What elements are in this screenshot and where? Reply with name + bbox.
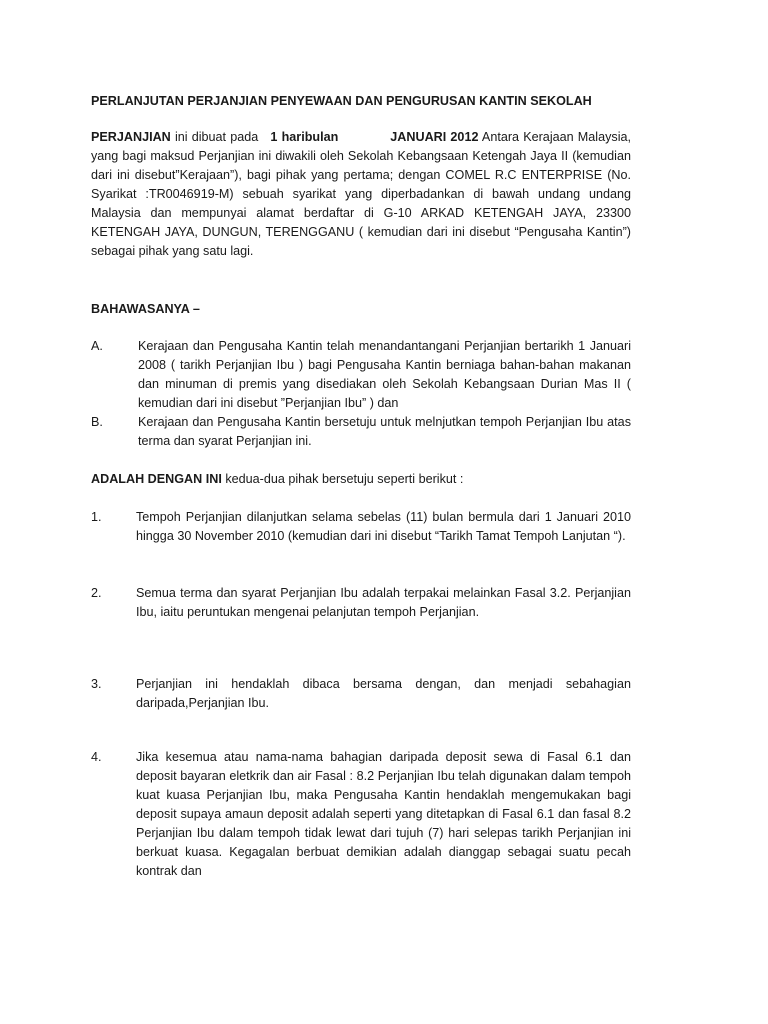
whereas-list xyxy=(91,337,631,451)
intro-text-1: ini dibuat pada xyxy=(170,130,263,144)
clause-text: Tempoh Perjanjian dilanjutkan selama sebelas (11) bulan bermula dari 1 Januari 2010 hingga 30 November 2010 (kemudian dari ini disebut “Tarikh Tamat Tempoh Lanjutan “). xyxy=(136,510,631,543)
agreement-lead: ADALAH DENGAN INI xyxy=(91,472,222,486)
clause-item xyxy=(91,675,631,713)
intro-date-day: 1 haribulan xyxy=(270,130,339,144)
clause-text: Perjanjian ini hendaklah dibaca bersama dengan, dan menjadi sebahagian daripada,Perjanjian Ibu. xyxy=(136,677,631,710)
intro-text-rest: Antara Kerajaan Malaysia, yang bagi maksud Perjanjian ini diwakili oleh Sekolah Kebangsaan Ketengah Jaya II (kemudian dari ini disebut”Kerajaan”), bagi pihak yang pertama; dengan COMEL R.C ENTERPRISE (No. Syarikat :TR0046919-M) sebuah syarikat yang diperbadankan di bawah undang undang Malaysia dan mempunyai alamat berdaftar di G-10 ARKAD KETENGAH JAYA, 23300 KETENGAH JAYA, DUNGUN, TERENGGANU ( kemudian dari ini disebut “Pengusaha Kantin”) sebagai pihak yang satu lagi. xyxy=(91,130,631,258)
intro-date-month-year: JANUARI 2012 xyxy=(390,130,479,144)
clause-item xyxy=(91,748,631,881)
agreement-line xyxy=(91,470,463,489)
whereas-item xyxy=(91,413,631,451)
clause-marker: 4. xyxy=(91,750,102,764)
clause-item xyxy=(91,584,631,622)
intro-paragraph xyxy=(91,128,631,261)
clause-item xyxy=(91,508,631,546)
clause-4 xyxy=(91,748,631,881)
clause-1 xyxy=(91,508,631,546)
whereas-heading: BAHAWASANYA – xyxy=(91,302,200,316)
clause-3 xyxy=(91,675,631,713)
whereas-text: Kerajaan dan Pengusaha Kantin bersetuju untuk melnjutkan tempoh Perjanjian Ibu atas terma dan syarat Perjanjian ini. xyxy=(138,415,631,448)
clause-2 xyxy=(91,584,631,622)
document-title: PERLANJUTAN PERJANJIAN PENYEWAAN DAN PENGURUSAN KANTIN SEKOLAH xyxy=(91,94,592,108)
clause-text: Jika kesemua atau nama-nama bahagian daripada deposit sewa di Fasal 6.1 dan deposit bayaran eletkrik dan air Fasal : 8.2 Perjanjian Ibu telah digunakan dalam tempoh kuat kuasa Perjanjian Ibu, maka Pengusaha Kantin hendaklah mengemukakan bagi deposit supaya amaun deposit adalah seperti yang ditetapkan di Fasal 6.1 dan fasal 8.2 Perjanjian Ibu dalam tempoh tidak lewat dari tujuh (7) hari selepas tarikh Perjanjian ini berkuat kuasa. Kegagalan berbuat demikian adalah dianggap sebagai suatu pecah kontrak dan xyxy=(136,750,631,878)
clause-marker: 1. xyxy=(91,510,102,524)
whereas-text: Kerajaan dan Pengusaha Kantin telah menandantangani Perjanjian bertarikh 1 Januari 2008 ( tarikh Perjanjian Ibu ) bagi Pengusaha Kantin berniaga bahan-bahan makanan dan minuman di premis yang disediakan oleh Sekolah Kebangsaan Durian Mas II ( kemudian dari ini disebut ”Perjanjian Ibu” ) dan xyxy=(138,339,631,410)
agreement-text: kedua-dua pihak bersetuju seperti berikut : xyxy=(221,472,464,486)
clause-text: Semua terma dan syarat Perjanjian Ibu adalah terpakai melainkan Fasal 3.2. Perjanjian Ibu, iaitu peruntukan mengenai pelanjutan tempoh Perjanjian. xyxy=(136,586,631,619)
whereas-marker: B. xyxy=(91,415,103,429)
clause-marker: 3. xyxy=(91,677,102,691)
intro-lead: PERJANJIAN xyxy=(91,130,171,144)
clause-marker: 2. xyxy=(91,586,102,600)
whereas-item xyxy=(91,337,631,413)
whereas-marker: A. xyxy=(91,339,103,353)
